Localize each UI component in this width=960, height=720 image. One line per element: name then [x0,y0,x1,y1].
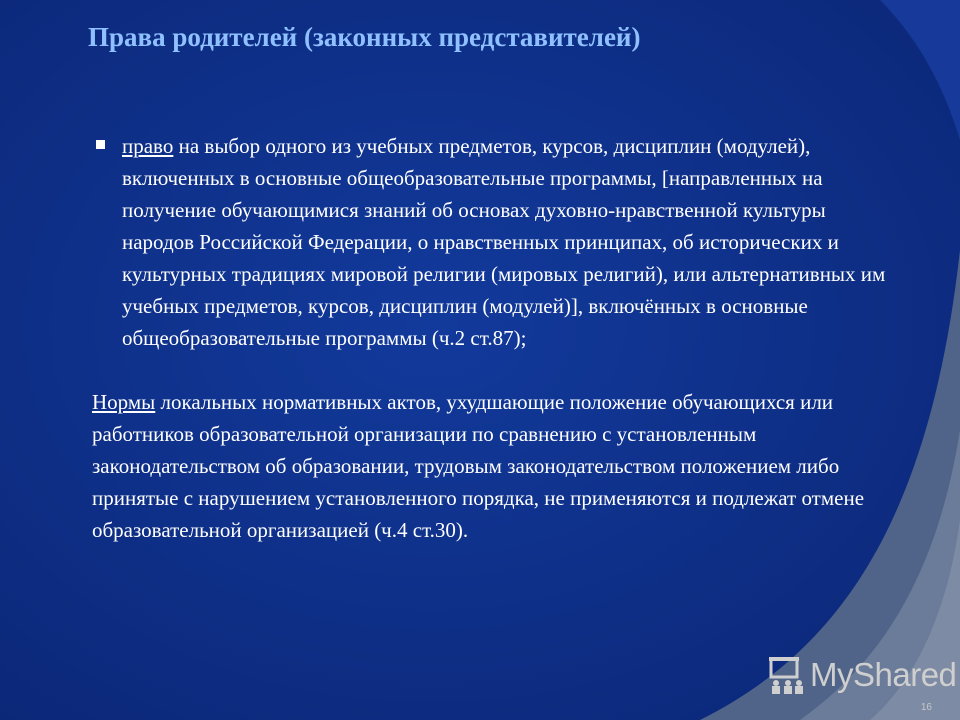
square-bullet-icon [96,140,105,149]
watermark-text: MyShared [810,656,957,693]
bullet-text [122,130,902,354]
bullet-rest: на выбор одного из учебных предметов, курсов, дисциплин (модулей), включенных в основные общеобразовательные программы, [направленных на получение обучающимися знаний об основах духовно-нравственной культуры народов Российской Федерации, о нравственных принципах, об исторических и культурных традициях мировой религии (мировых религий), или альтернативных им учебных предметов, курсов, дисциплин (модулей)], включённых в основные общеобразовательные программы (ч.2 ст.87); [122,134,886,350]
slide-title: Права родителей (законных представителей) [88,22,641,52]
watermark-logo [768,655,956,695]
slide-number: 16 [920,702,932,713]
paragraph-lead-word: Нормы [92,390,156,414]
bullet-lead-word: право [122,134,174,158]
paragraph-rest: локальных нормативных актов, ухудшающие положение обучающихся или работников образовательной организации по сравнению с установленным законодательством об образовании, трудовым законодательством положением либо принятые с нарушением установленного порядка, не применяются и подлежат отмене образовательной организацией (ч.4 ст.30). [92,390,865,542]
classroom-board-icon [768,655,804,695]
body-paragraph [92,386,892,546]
